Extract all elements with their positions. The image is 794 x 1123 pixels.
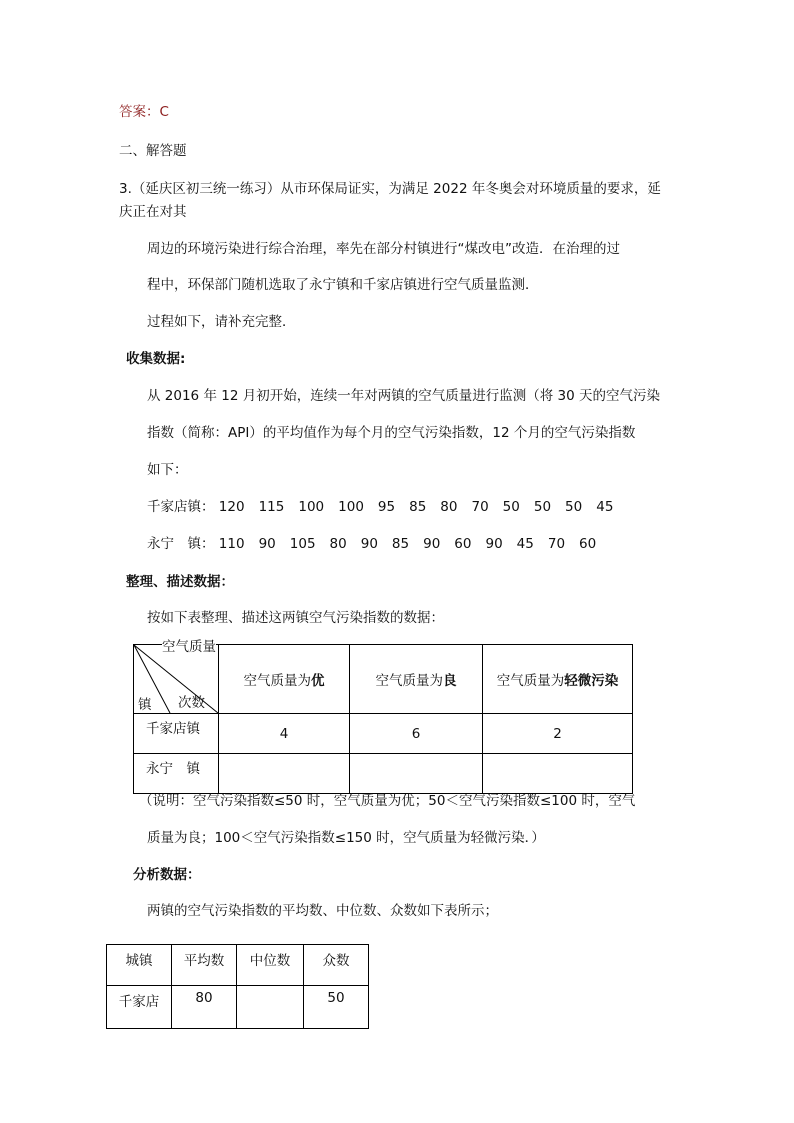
col-header-excellent: 空气质量为优: [219, 645, 350, 714]
cell-yn-light: [483, 754, 633, 794]
yn-values: [219, 536, 610, 552]
qjd-value-2: 115: [258, 499, 285, 515]
organize-heading: 整理、描述数据：: [126, 574, 234, 590]
qjd-values: [219, 499, 628, 515]
analyze-heading: 分析数据：: [133, 867, 201, 883]
note-line-2: 质量为良；100＜空气污染指数≤150 时，空气质量为轻微污染．）: [147, 830, 545, 846]
corner-label-town: 镇: [138, 697, 152, 713]
qjd-label: 千家店镇：: [147, 499, 215, 515]
qjd-value-3: 100: [298, 499, 325, 515]
collect-line-1: 从 2016 年 12 月初开始，连续一年对两镇的空气质量进行监测（将 30 天的空气污染: [147, 388, 660, 404]
question-line-5: 过程如下，请补充完整．: [147, 314, 296, 330]
section-title: 二、解答题: [119, 143, 187, 159]
cell-qjd-good: 6: [350, 714, 483, 754]
cell-qjd-light: 2: [483, 714, 633, 754]
air-quality-count-table: [133, 639, 633, 794]
row-label-yn: 永宁 镇: [134, 754, 219, 794]
yn-value-5: 90: [360, 536, 378, 552]
yn-value-2: 90: [258, 536, 276, 552]
statistics-table: [106, 944, 369, 1029]
header-mode: 众数: [304, 945, 369, 986]
corner-label-air-quality: 空气质量: [162, 635, 216, 655]
yn-value-3: 105: [289, 536, 316, 552]
yn-value-7: 90: [423, 536, 441, 552]
collect-line-2: 指数（简称：API）的平均值作为每个月的空气污染指数，12 个月的空气污染指数: [147, 425, 636, 441]
qjd-data-row: [147, 498, 627, 516]
qjd-value-12: 45: [596, 499, 614, 515]
yn-label: 永宁 镇：: [147, 536, 215, 552]
collect-line-3: 如下：: [147, 462, 188, 478]
yn-value-12: 60: [579, 536, 597, 552]
yn-value-4: 80: [329, 536, 347, 552]
organize-intro: 按如下表整理、描述这两镇空气污染指数的数据：: [147, 610, 444, 626]
header-town: 城镇: [107, 945, 172, 986]
qjd-value-5: 95: [377, 499, 396, 515]
corner-label-count: 次数: [178, 695, 205, 711]
cell-yn-good: [350, 754, 483, 794]
yn-value-6: 85: [391, 536, 410, 552]
qjd-value-8: 70: [471, 499, 489, 515]
qjd-value-7: 80: [440, 499, 458, 515]
col-header-good: 空气质量为良: [350, 645, 483, 714]
note-line-1: （说明：空气污染指数≤50 时，空气质量为优；50＜空气污染指数≤100 时，空气: [139, 793, 636, 809]
qjd-value-9: 50: [502, 499, 520, 515]
cell-qjd-mean: 80: [172, 986, 237, 1029]
cell-qjd-median: [237, 986, 304, 1029]
yn-value-1: 110: [218, 536, 245, 552]
cell-yn-excellent: [219, 754, 350, 794]
cell-qjd-excellent: 4: [219, 714, 350, 754]
qjd-value-4: 100: [338, 499, 364, 515]
collect-heading: 收集数据:: [126, 351, 186, 367]
qjd-value-1: 120: [218, 499, 245, 515]
header-mean: 平均数: [172, 945, 237, 986]
yn-value-11: 70: [547, 536, 566, 552]
col-header-light-pollution: 空气质量为轻微污染: [483, 645, 633, 714]
row-label-qjd: 千家店镇: [134, 714, 219, 754]
question-line-1: 3.（延庆区初三统一练习）从市环保局证实，为满足 2022 年冬奥会对环境质量的要求，延: [119, 181, 661, 197]
yn-value-8: 60: [454, 536, 472, 552]
qjd-value-6: 85: [409, 499, 427, 515]
cell-qjd-mode: 50: [304, 986, 369, 1029]
table-corner-cell: [134, 639, 219, 714]
yn-value-9: 90: [485, 536, 503, 552]
question-line-4: 程中，环保部门随机选取了永宁镇和千家店镇进行空气质量监测．: [147, 277, 539, 293]
question-line-3: 周边的环境污染进行综合治理，率先在部分村镇进行“煤改电”改造．在治理的过: [147, 241, 620, 257]
header-median: 中位数: [237, 945, 304, 986]
qjd-value-11: 50: [565, 499, 583, 515]
analyze-intro: 两镇的空气污染指数的平均数、中位数、众数如下表所示；: [147, 903, 498, 919]
question-line-2: 庆正在对其: [119, 204, 187, 220]
cell-town-qjd: 千家店: [107, 986, 172, 1029]
yn-value-10: 45: [516, 536, 534, 552]
qjd-value-10: 50: [533, 499, 552, 515]
answer-text: 答案：C: [119, 104, 169, 120]
yn-data-row: [147, 535, 610, 553]
